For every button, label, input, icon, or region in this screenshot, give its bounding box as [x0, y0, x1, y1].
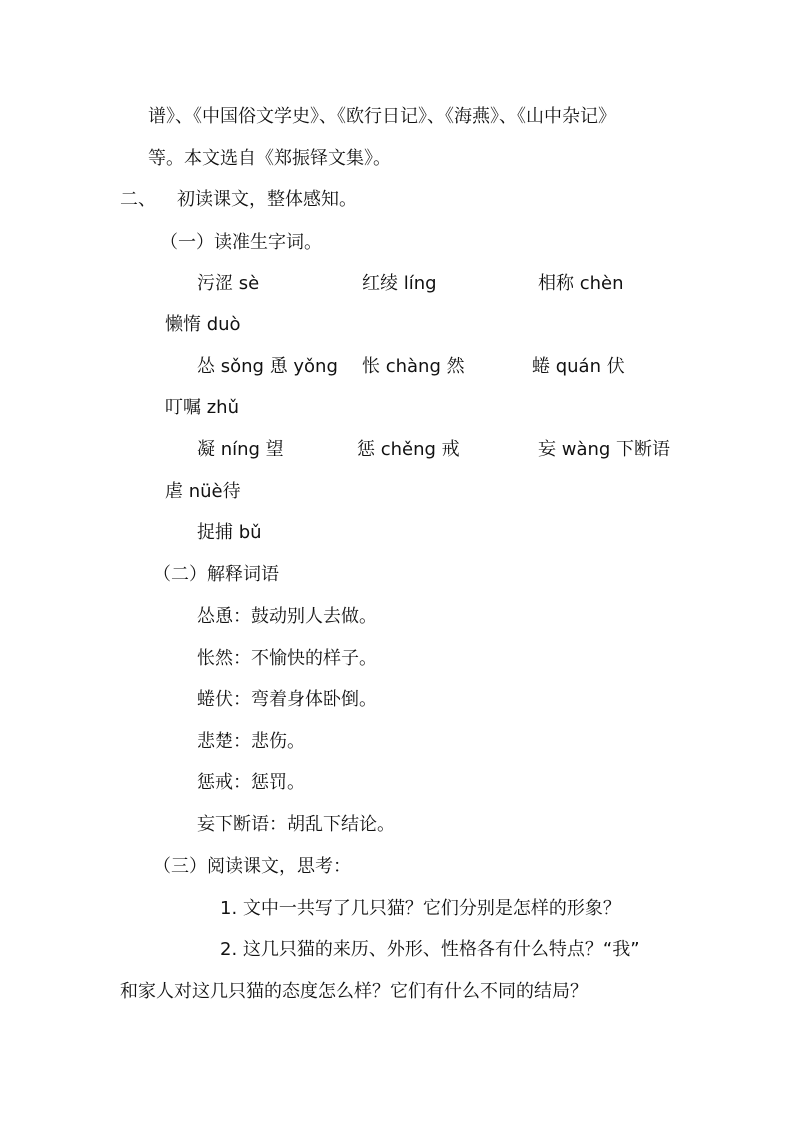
part3-heading: （三）阅读课文，思考：	[153, 856, 351, 877]
intro-line-1: 谱》、《中国俗文学史》、《欧行日记》、《海燕》、《山中杂记》	[148, 106, 616, 127]
part2-heading: （二）解释词语	[153, 564, 279, 585]
definition-item: 悲楚：悲伤。	[197, 731, 305, 752]
question-1: 1. 文中一共写了几只猫？它们分别是怎样的形象？	[220, 898, 621, 919]
question-2-line-1: 2. 这几只猫的来历、外形、性格各有什么特点？“我”	[220, 939, 640, 960]
vocab-word: 污涩 sè	[197, 273, 260, 294]
vocab-word: 妄 wàng 下断语	[538, 439, 671, 460]
vocab-word: 怅 chàng 然	[362, 356, 465, 377]
definition-item: 怂恿：鼓动别人去做。	[197, 606, 377, 627]
intro-line-2: 等。本文选自《郑振铎文集》。	[148, 148, 391, 169]
vocab-word: 叮嘱 zhǔ	[165, 397, 239, 418]
vocab-word: 捉捕 bǔ	[197, 522, 262, 543]
vocab-word: 怂 sǒng 恿 yǒng	[197, 356, 338, 377]
definition-item: 怅然：不愉快的样子。	[197, 648, 377, 669]
vocab-word: 惩 chěng 戒	[357, 439, 460, 460]
definition-item: 妄下断语：胡乱下结论。	[197, 814, 395, 835]
vocab-word: 红绫 líng	[362, 273, 437, 294]
question-2-line-2: 和家人对这几只猫的态度怎么样？它们有什么不同的结局？	[120, 981, 588, 1002]
section-number: 二、	[120, 189, 156, 210]
vocab-word: 相称 chèn	[538, 273, 624, 294]
definition-item: 蜷伏：弯着身体卧倒。	[197, 689, 377, 710]
section-title: 初读课文，整体感知。	[177, 189, 357, 210]
vocab-word: 凝 níng 望	[197, 439, 284, 460]
vocab-word: 虐 nüè待	[165, 481, 241, 502]
part1-heading: （一）读准生字词。	[160, 232, 322, 253]
vocab-word: 蜷 quán 伏	[532, 356, 625, 377]
vocab-word: 懒惰 duò	[165, 314, 241, 335]
definition-item: 惩戒：惩罚。	[197, 772, 305, 793]
